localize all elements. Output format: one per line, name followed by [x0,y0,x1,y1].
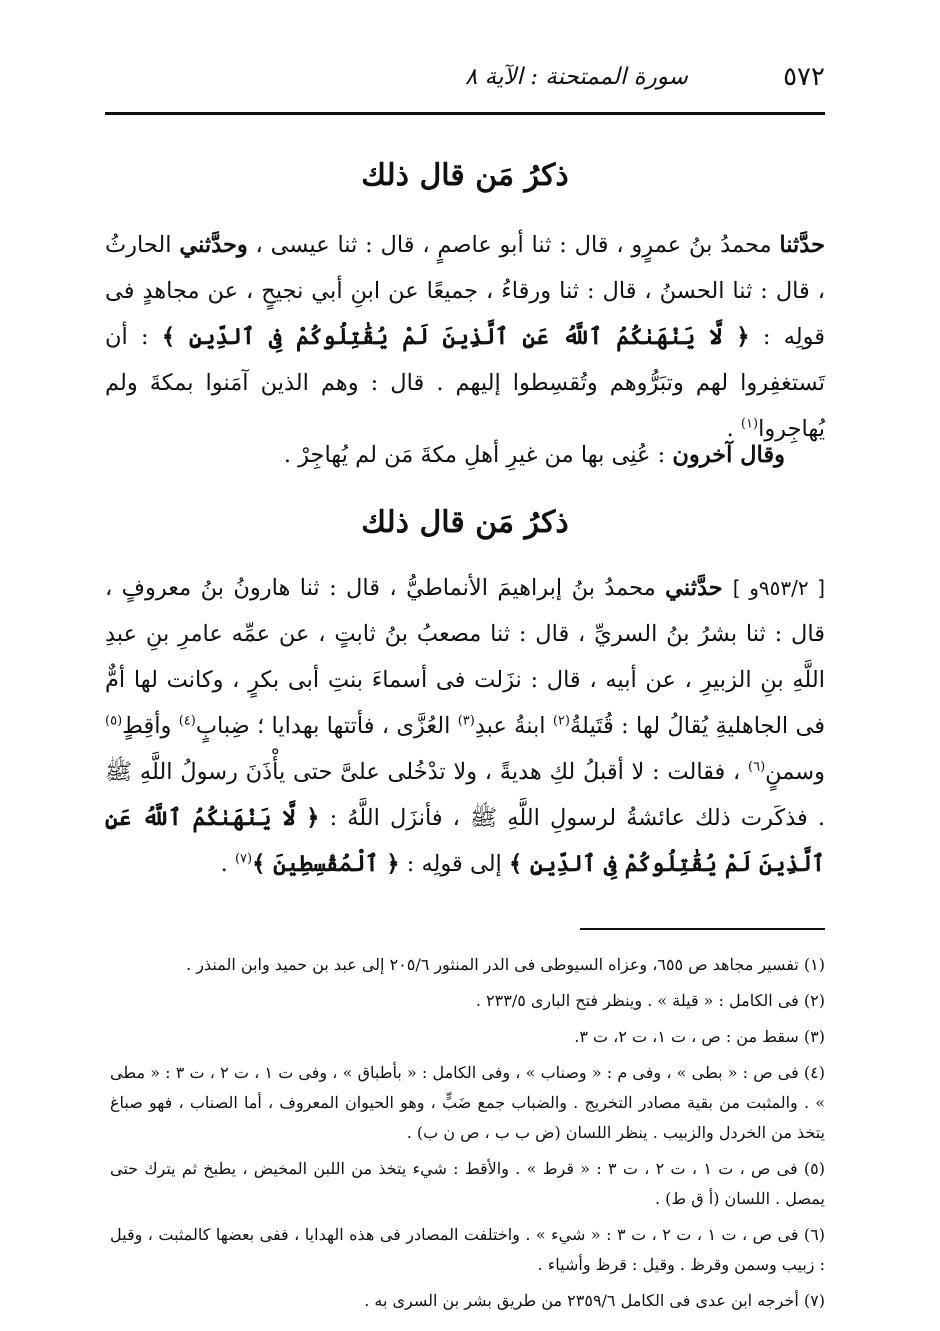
paragraph-3 [105,565,825,887]
paragraph-text: : أن تَستغفِروا لهم وتبَرُّوهم وتُقسِطوا إليهم . قال : وهم الذين آمَنوا بمكةَ ولم يُهاجِروا [105,324,825,442]
footnote-marker: (٢) [552,713,570,729]
paragraph-text: الحارثُ ، قال : ثنا الحسنُ ، قال : ثنا ورقاءُ ، جميعًا عن ابنِ أبي نجيحٍ ، عن مجاهدٍ فى قولِه : [105,232,825,350]
page-number: ٥٧٢ [783,62,825,92]
manuscript-ref: [ ٩٥٣/٢و ] [732,576,826,600]
footnote: (٣) سقط من : ص ، ت ١، ت ٢، ت ٣. [574,1027,825,1046]
paragraph-2 [105,432,825,478]
section-heading-2: ذكرُ مَن قال ذلك [361,505,569,540]
footnote-rule [580,928,825,930]
footnotes [110,950,825,1322]
paragraph-text: محمدُ بنُ إبراهيمَ الأنماطيُّ ، قال : ثنا هارونُ بنُ معروفٍ ، قال : ثنا بشرُ بنُ السريِّ ، قال : ثنا مصعبُ بنُ ثابتٍ ، عن عمِّه عامرِ بنِ عبدِ اللَّهِ بنِ الزبيرِ ، عن أبيه ، قال : نزَلت فى أسماءَ بنتِ أبى بكرٍ ، وكانت لها أمٌّ فى الجاهليةِ يُقالُ لها : قُتَيلةُ [105,575,826,739]
running-title: سورة الممتحنة : الآية ٨ [465,64,688,90]
footnote-marker: (٦) [748,759,766,775]
isnad-lead: حدَّثني [665,575,733,601]
paragraph-text: . [726,416,741,442]
paragraph-text: : عُنِى بها من غيرِ أهلِ مكةَ مَن لم يُهاجِرْ . [283,442,673,468]
paragraph-text: محمدُ بنُ عمرٍو ، قال : ثنا أبو عاصمٍ ، قال : ثنا عيسى ، [247,232,780,258]
isnad-lead: وحدَّثني [179,232,248,258]
paragraph-1 [105,222,825,452]
footnote: (٧) أخرجه ابن عدى فى الكامل ٢٣٥٩/٦ من طريق بشر بن السرى به . [364,1291,825,1310]
paragraph-text: . [220,851,235,877]
paragraph-text: ابنةُ عبدِ [474,713,553,739]
footnote-marker: (٤) [178,713,196,729]
section-heading-1: ذكرُ مَن قال ذلك [361,158,569,193]
paragraph-text: إلى قولِه : [399,851,509,877]
header-rule [105,112,825,115]
footnote-marker: (١) [740,416,759,432]
footnote: (١) تفسير مجاهد ص ٦٥٥، وعزاه السيوطى فى الدر المنثور ٢٠٥/٦ إلى عبد بن حميد وابن المنذر . [186,955,825,974]
footnote: (٢) فى الكامل : « قيلة » . وينظر فتح البارى ٢٣٣/٥ . [475,991,825,1010]
quran-quote: ﴿ لَّا يَنْهَىٰكُمُ ٱللَّهُ عَنِ ٱلَّذِينَ لَمْ يُقَٰتِلُوكُمْ فِى ٱلدِّينِ ﴾ [105,805,825,877]
page-header [105,52,825,102]
footnote-marker: (٧) [234,851,253,867]
paragraph-text: وسمنٍ [765,759,825,785]
isnad-lead: حدَّثنا [779,232,825,258]
footnote-marker: (٥) [105,713,123,729]
quran-quote: ﴿ ٱلْمُقْسِطِينَ ﴾ [252,851,400,877]
footnote: (٥) فى ص ، ت ١ ، ت ٢ ، ت ٣ : « قرط » . والأقط : شيء يتخذ من اللبن المخيض ، يطبخ ثم يترك حتى يمصل . اللسان (أ ق ط) . [110,1159,825,1208]
footnote: (٦) فى ص ، ت ١ ، ت ٢ ، ت ٣ : « شيء » . واختلفت المصادر فى هذه الهدايا ، ففى بعضها كالمثبت ، وقيل : زبيب وسمن وقرظ . وقيل : قرظ وأشياء . [110,1225,826,1274]
paragraph-text: العُزَّى ، فأتتها بهدايا ؛ ضِبابٍ [195,713,458,739]
quran-quote: ﴿ لَّا يَنْهَىٰكُمُ ٱللَّهُ عَنِ ٱلَّذِينَ لَمْ يُقَٰتِلُوكُمْ فِى ٱلدِّينِ ﴾ [161,324,750,350]
footnote-marker: (٣) [457,713,475,729]
paragraph-text: وأقِطٍ [122,713,179,739]
paragraph-text: ، فقالت : لا أقبلُ لكِ هديةً ، ولا تدْخُلى علىَّ حتى يأْذَنَ رسولُ اللَّهِ ﷺ . فذكَرت ذلك عائشةُ لرسولِ اللَّهِ ﷺ ، فأنزَل اللَّهُ : [105,759,825,831]
paragraph-lead: وقال آخرون [672,442,785,468]
footnote: (٤) فى ص : « بطى » ، وفى م : « وصناب » ، وفى الكامل : « بأطباق » ، وفى ت ١ ، ت ٢ ، ت ٣ : « مطى » . والمثبت من بقية مصادر التخريج . والضباب جمع ضَبٍّ ، وهو الحيوان المعروف ، أما الصناب ، فهو صباغ يتخذ من الخردل والزبيب . ينظر اللسان (ض ب ب ، ص ن ب) . [110,1063,825,1142]
